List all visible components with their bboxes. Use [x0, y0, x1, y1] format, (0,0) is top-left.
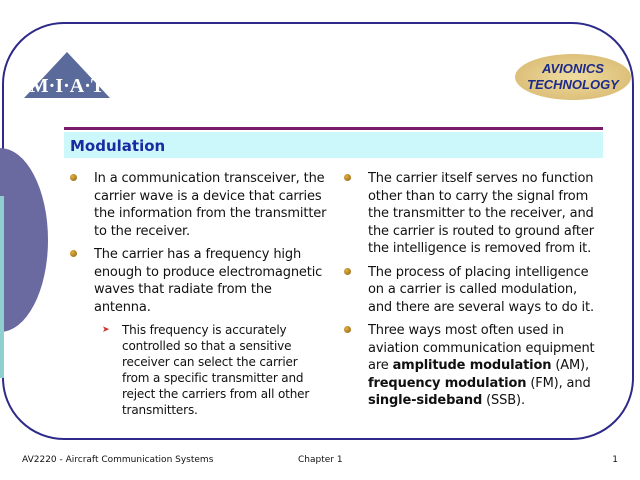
bullet-icon	[70, 174, 77, 181]
bullet-text: Three ways most often used in aviation communication equipment are	[368, 323, 595, 373]
am-term: amplitude modulation	[392, 358, 552, 373]
bullet-item	[94, 246, 330, 316]
badge-line1: AVIONICS	[542, 61, 604, 76]
bullet-item	[368, 170, 602, 258]
bullet-icon	[70, 250, 77, 257]
bullet-text: The carrier itself serves no function other than to carry the signal from the transmitter to the receiver, and the carrier is routed to ground after the intelligence is removed from it.	[368, 171, 594, 256]
am-abbr: (AM),	[551, 358, 589, 373]
title-rule	[64, 127, 603, 130]
fm-abbr: (FM), and	[526, 375, 591, 391]
fm-term: frequency modulation	[368, 375, 527, 391]
footer-chapter: Chapter 1	[298, 455, 343, 465]
ssb-term: single-sideband	[368, 393, 483, 408]
bullet-item	[368, 322, 602, 410]
miat-logo	[22, 52, 112, 98]
footer-course: AV2220 - Aircraft Communication Systems	[22, 455, 214, 465]
svg-text:M·I·A·T: M·I·A·T	[29, 75, 105, 97]
bullet-text: The carrier has a frequency high enough to produce electromagnetic waves that radiate from the antenna.	[94, 247, 323, 315]
footer-page-number: 1	[612, 455, 618, 465]
ssb-abbr: (SSB).	[482, 393, 525, 408]
bullet-item	[368, 264, 602, 317]
bullet-icon	[344, 326, 351, 333]
bullet-text: The process of placing intelligence on a carrier is called modulation, and there are several ways to do it.	[368, 264, 594, 315]
bullet-icon	[344, 174, 351, 181]
right-column	[368, 170, 602, 416]
bullet-icon	[344, 268, 351, 275]
sub-bullet-item	[102, 322, 322, 418]
slide-title: Modulation	[70, 137, 166, 155]
arrow-bullet-icon: ➤	[102, 325, 110, 335]
avionics-technology-badge	[515, 54, 631, 100]
bullet-item	[94, 170, 330, 240]
decorative-strip	[0, 196, 4, 378]
bullet-text: In a communication transceiver, the carrier wave is a device that carries the information from the transmitter to the receiver.	[94, 171, 327, 239]
left-column	[94, 170, 330, 424]
sub-bullet-text: This frequency is accurately controlled so that a sensitive receiver can select the carrier from a specific transmitter and reject the carriers from all other transmitters.	[122, 323, 310, 417]
badge-line2: TECHNOLOGY	[527, 77, 619, 92]
